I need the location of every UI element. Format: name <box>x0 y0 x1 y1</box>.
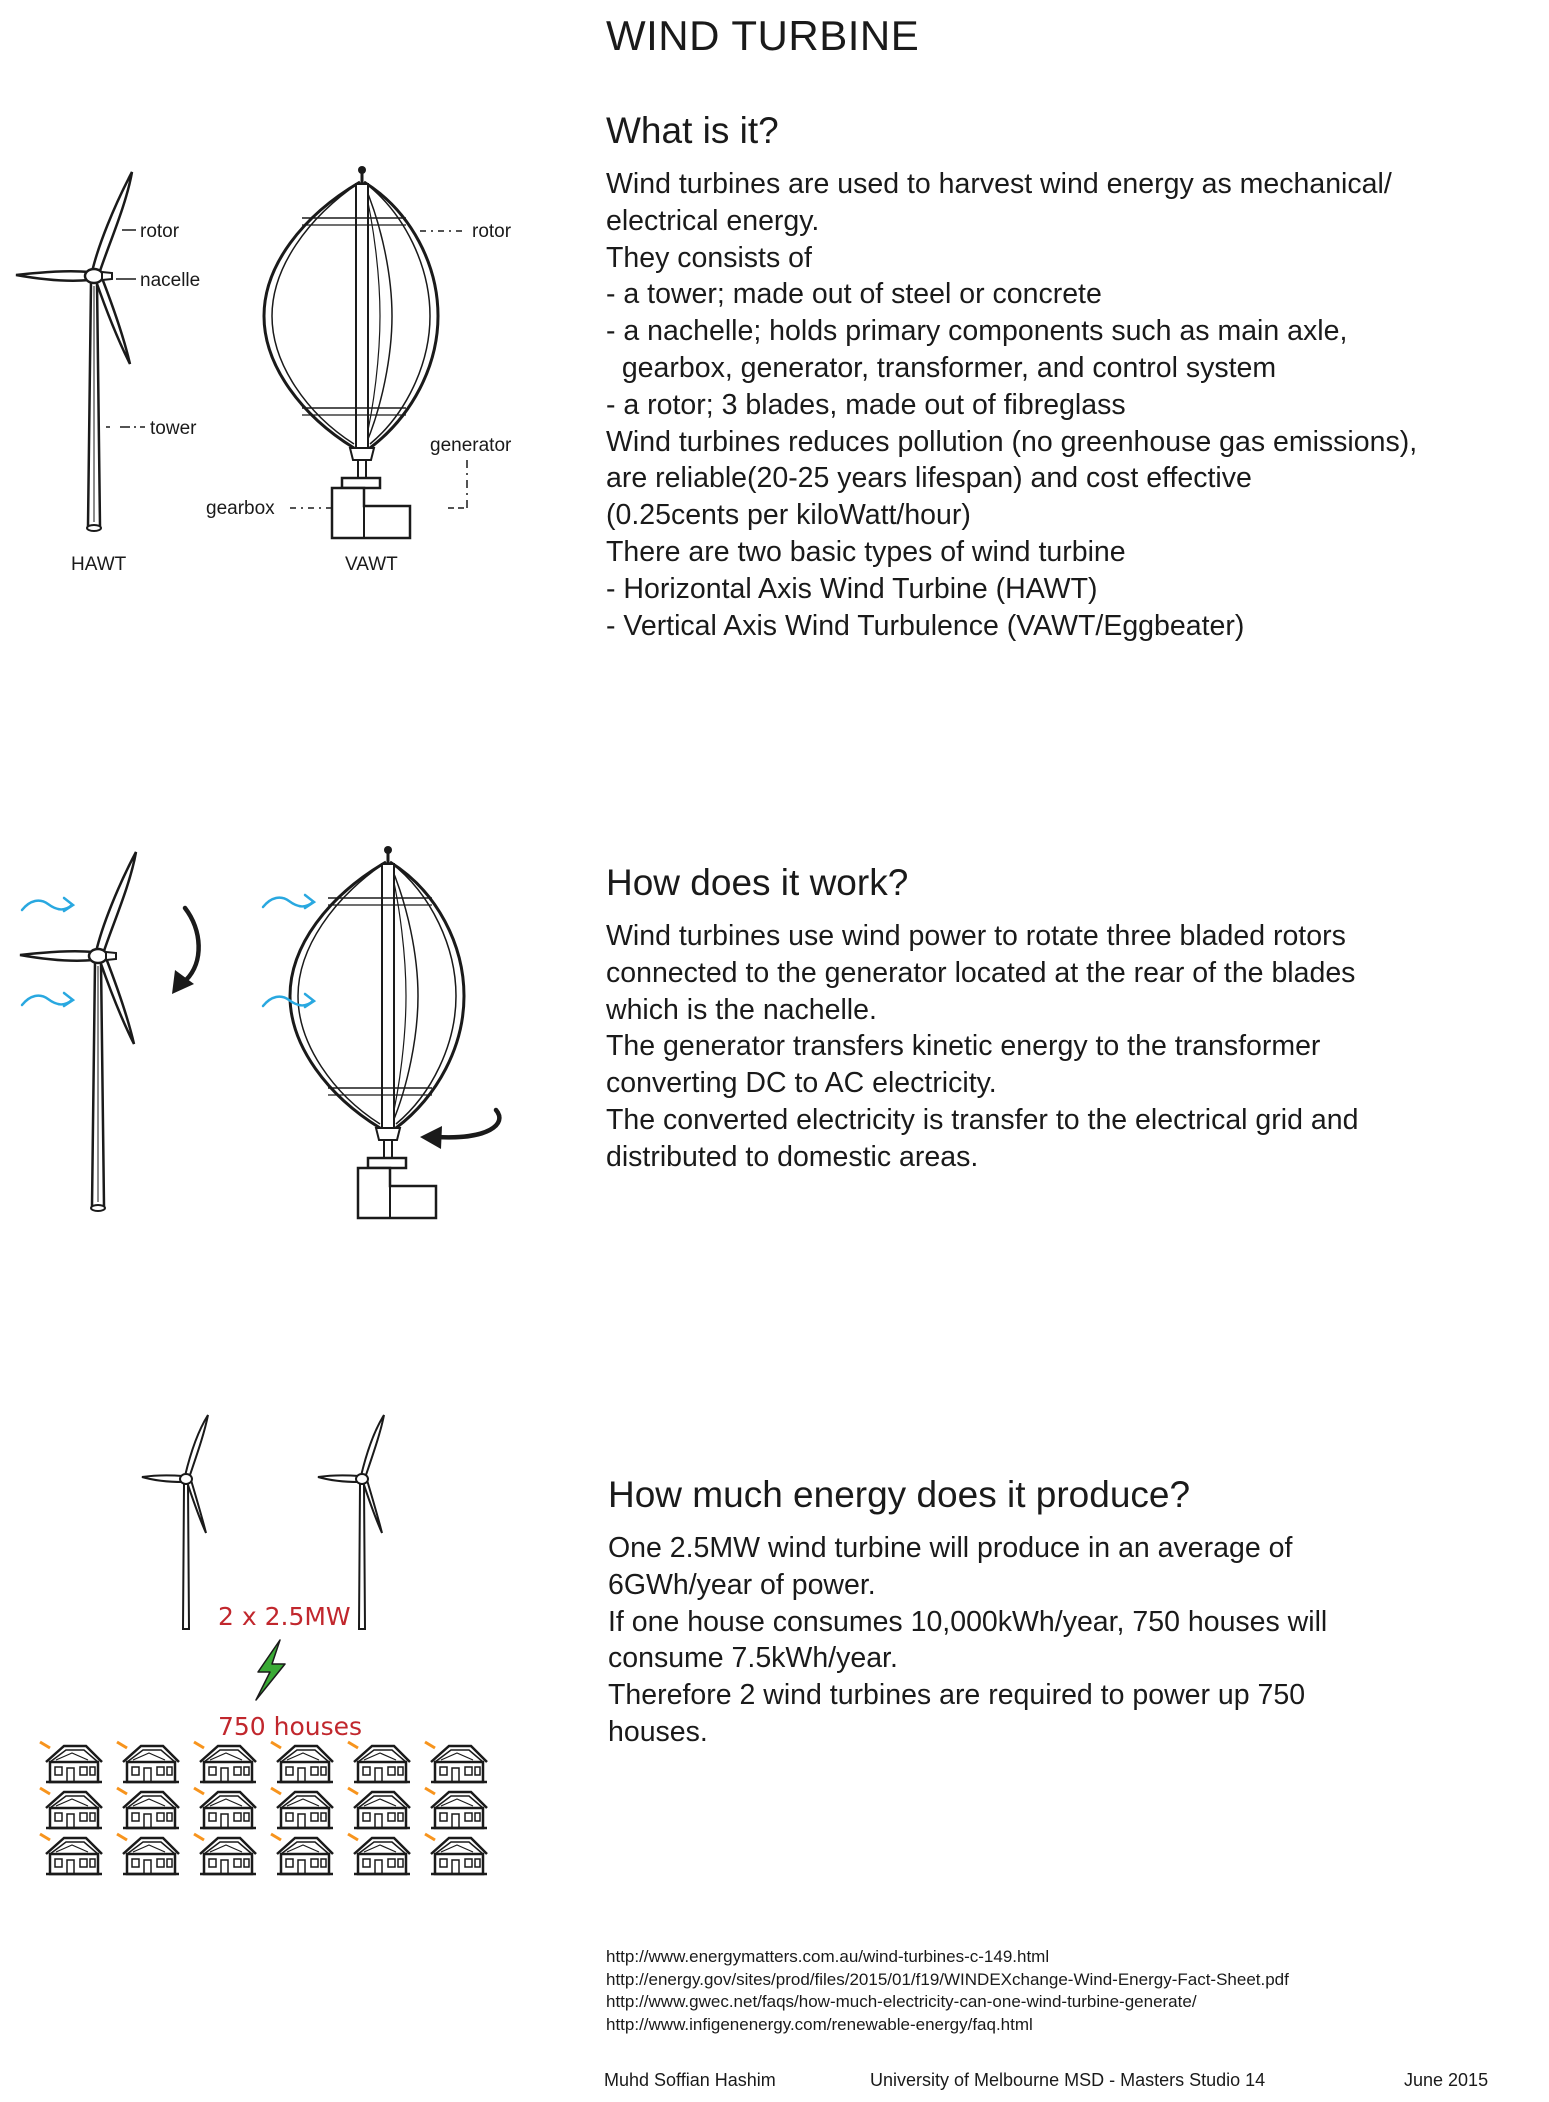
text-line: - a rotor; 3 blades, made out of fibreglass <box>606 388 1126 421</box>
text-line: are reliable(20-25 years lifespan) and cost effective <box>606 462 1252 495</box>
house-icon <box>425 1742 487 1782</box>
vawt-working-diagram <box>290 846 464 1218</box>
house-icon <box>40 1788 102 1828</box>
caption-vawt: VAWT <box>345 554 398 575</box>
vawt-diagram <box>264 166 438 538</box>
reference-link[interactable]: http://energy.gov/sites/prod/files/2015/01/f19/WINDEXchange-Wind-Energy-Fact-Sheet.pdf <box>606 1969 1289 1989</box>
house-icon <box>117 1834 179 1874</box>
wind-farm-turbines <box>142 1415 384 1629</box>
wind-arrow-icon <box>263 895 314 908</box>
label-vawt-generator: generator <box>430 435 512 456</box>
house-icon <box>40 1834 102 1874</box>
hawt-working-diagram <box>20 852 136 1211</box>
turbines-label: 2 x 2.5MW <box>218 1602 351 1631</box>
footer-author: Muhd Soffian Hashim <box>604 2070 776 2090</box>
house-icon <box>117 1742 179 1782</box>
house-icon <box>271 1788 333 1828</box>
house-icon <box>425 1834 487 1874</box>
house-icon <box>348 1742 410 1782</box>
rotation-arrow-icon <box>420 1110 499 1149</box>
text-line: connected to the generator located at the rear of the blades <box>606 956 1356 989</box>
house-icon <box>194 1834 256 1874</box>
section-energy-heading: How much energy does it produce? <box>608 1474 1191 1515</box>
house-icon <box>425 1788 487 1828</box>
section-how-heading: How does it work? <box>606 862 909 903</box>
text-line: 6GWh/year of power. <box>608 1568 876 1601</box>
text-line: - a tower; made out of steel or concrete <box>606 278 1102 311</box>
text-line: which is the nachelle. <box>606 993 877 1026</box>
reference-link[interactable]: http://www.infigenenergy.com/renewable-energy/faq.html <box>606 2014 1033 2034</box>
text-line: converting DC to AC electricity. <box>606 1067 997 1100</box>
text-line: (0.25cents per kiloWatt/hour) <box>606 499 971 532</box>
text-line: electrical energy. <box>606 204 820 237</box>
label-hawt-tower: tower <box>150 418 197 439</box>
text-line: There are two basic types of wind turbine <box>606 535 1126 568</box>
house-icon <box>40 1742 102 1782</box>
wind-arrow-icon <box>22 898 73 911</box>
house-grid <box>40 1742 487 1874</box>
text-line: consume 7.5kWh/year. <box>608 1642 898 1675</box>
hawt-diagram <box>16 172 132 531</box>
lightning-icon <box>256 1640 285 1700</box>
text-line: - Vertical Axis Wind Turbulence (VAWT/Eggbeater) <box>606 609 1245 642</box>
text-line: houses. <box>608 1715 708 1748</box>
text-line: If one house consumes 10,000kWh/year, 750 houses will <box>608 1605 1328 1638</box>
reference-link[interactable]: http://www.energymatters.com.au/wind-turbines-c-149.html <box>606 1947 1050 1966</box>
rotation-arrow-icon <box>172 908 199 994</box>
text-line: Wind turbines are used to harvest wind energy as mechanical/ <box>606 168 1392 200</box>
text-line: They consists of <box>606 241 812 274</box>
text-line: gearbox, generator, transformer, and control system <box>606 351 1277 384</box>
label-vawt-gearbox: gearbox <box>206 498 275 519</box>
text-line: - Horizontal Axis Wind Turbine (HAWT) <box>606 572 1098 605</box>
text-line: The converted electricity is transfer to the electrical grid and <box>606 1103 1359 1136</box>
footer-institution: University of Melbourne MSD - Masters Studio 14 <box>870 2070 1266 2090</box>
house-icon <box>117 1788 179 1828</box>
houses-label: 750 houses <box>218 1712 363 1741</box>
label-hawt-nacelle: nacelle <box>140 270 201 291</box>
label-vawt-rotor: rotor <box>472 221 512 242</box>
text-line: The generator transfers kinetic energy to the transformer <box>606 1030 1321 1063</box>
house-icon <box>348 1788 410 1828</box>
section-what-heading: What is it? <box>606 110 779 151</box>
text-line: One 2.5MW wind turbine will produce in an average of <box>608 1532 1293 1564</box>
label-hawt-rotor: rotor <box>140 221 180 242</box>
house-icon <box>194 1742 256 1782</box>
house-icon <box>348 1834 410 1874</box>
text-line: Wind turbines reduces pollution (no greenhouse gas emissions), <box>606 425 1418 458</box>
text-line: distributed to domestic areas. <box>606 1140 979 1173</box>
house-icon <box>194 1788 256 1828</box>
footer-date: June 2015 <box>1404 2070 1489 2090</box>
caption-hawt: HAWT <box>71 554 127 575</box>
page-title: WIND TURBINE <box>606 12 920 59</box>
text-line: - a nachelle; holds primary components such as main axle, <box>606 315 1348 348</box>
text-line: Therefore 2 wind turbines are required to power up 750 <box>608 1679 1306 1712</box>
house-icon <box>271 1834 333 1874</box>
text-line: Wind turbines use wind power to rotate three bladed rotors <box>606 920 1346 952</box>
reference-link[interactable]: http://www.gwec.net/faqs/how-much-electricity-can-one-wind-turbine-generate/ <box>606 1992 1197 2011</box>
wind-arrow-icon <box>22 993 73 1006</box>
house-icon <box>271 1742 333 1782</box>
